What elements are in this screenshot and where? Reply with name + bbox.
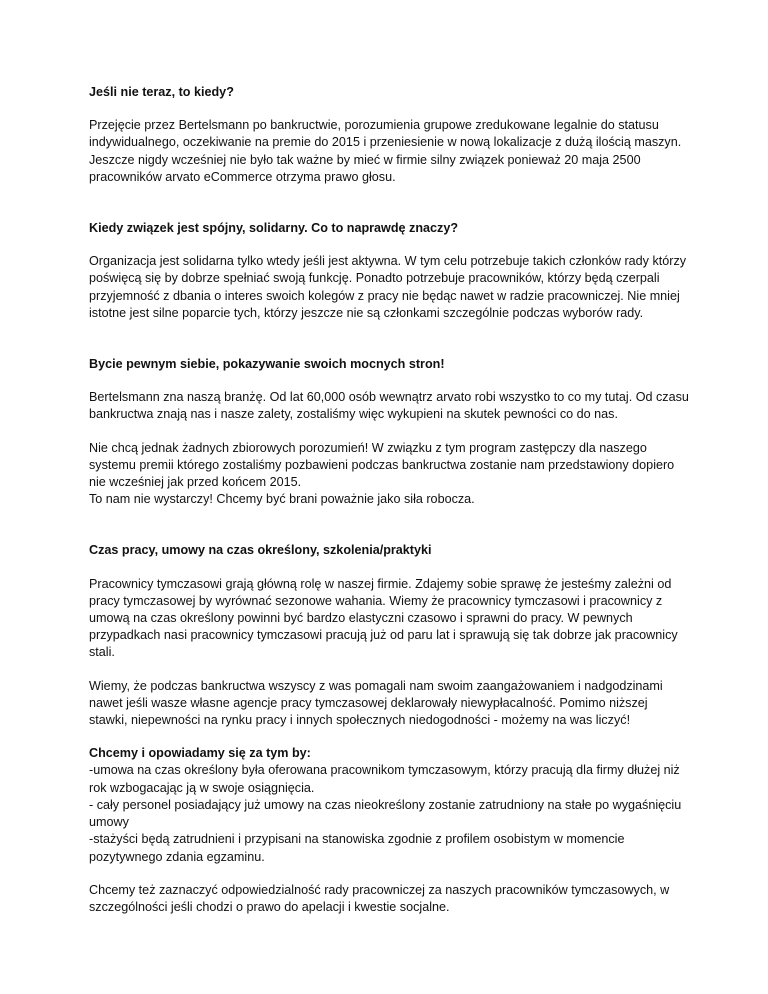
list-item: -umowa na czas określony była oferowana pracownikom tymczasowym, którzy pracują dla firmy dłużej niż rok wzbogacając ją w swoje osiągnięcia. (89, 763, 680, 795)
paragraph: Organizacja jest solidarna tylko wtedy jeśli jest aktywna. W tym celu potrzebuje takich członków rady którzy poświęcą się by dobrze spełniać swoją funkcję. Ponadto potrzebuje pracowników, którzy będą czerpali przyjemność z dbania o interes swoich kolegów z pracy nie będąc nawet w radzie pracowniczej. Nie mniej istotne jest silne poparcie tych, którzy jeszcze nie są członkami szczególnie podczas wyborów rady. (89, 254, 687, 320)
section-heading: Kiedy związek jest spójny, solidarny. Co to naprawdę znaczy? (89, 221, 459, 236)
demands-list (89, 762, 689, 865)
closing-paragraph: Chcemy też zaznaczyć odpowiedzialność rady pracowniczej za naszych pracowników tymczasowych, w szczególności jeśli chodzi o prawo do apelacji i kwestie socjalne. (89, 882, 670, 914)
list-item: -stażyści będą zatrudnieni i przypisani na stanowiska zgodnie z profilem osobistym w momencie pozytywnego zdania egzaminu. (89, 832, 625, 864)
paragraph: Wiemy, że podczas bankructwa wszyscy z was pomagali nam swoim zaangażowaniem i nadgodzinami nawet jeśli wasze własne agencje pracy tymczasowej deklarowały niewypłacalność. Pomimo niższej stawki, niepewności na rynku pracy i innych społecznych niedogodności - możemy na was liczyć! (89, 678, 663, 728)
paragraph: Pracownicy tymczasowi grają główną rolę w naszej firmie. Zdajemy sobie sprawę że jesteśmy zależni od pracy tymczasowej by wyrównać sezonowe wahania. Wiemy że pracownicy tymczasowi i pracownicy z umową na czas określony powinni być bardzo elastyczni czasowo i sprawni do pracy. W pewnych przypadkach nasi pracownicy tymczasowi pracują już od paru lat i sprawują się tak dobrze jak pracownicy stali. (89, 576, 678, 660)
list-item: - cały personel posiadający już umowy na czas nieokreślony zostanie zatrudniony na stałe po wygaśnięciu umowy (89, 797, 682, 830)
section-heading: Jeśli nie teraz, to kiedy? (89, 85, 234, 99)
section-heading: Czas pracy, umowy na czas określony, szkolenia/praktyki (89, 543, 432, 558)
paragraph: Bertelsmann zna naszą branżę. Od lat 60,000 osób wewnątrz arvato robi wszystko to co my tutaj. Od czasu bankructwa znają nas i nasze zalety, zostaliśmy więc wykupieni na skutek pewności co do nas. (89, 390, 689, 422)
paragraph: Przejęcie przez Bertelsmann po bankructwie, porozumienia grupowe zredukowane legalnie do statusu indywidualnego, oczekiwanie na premie do 2015 i przeniesienie w nową lokalizacje z dużą ilością maszyn. Jeszcze nigdy wcześniej nie było tak ważne by mieć w firmie silny związek ponieważ 20 maja 2500 pracowników arvato eCommerce otrzyma prawo głosu. (89, 118, 682, 184)
paragraph: To nam nie wystarczy! Chcemy być brani poważnie jako siła robocza. (89, 492, 475, 507)
section-heading: Bycie pewnym siebie, pokazywanie swoich mocnych stron! (89, 357, 445, 372)
paragraph: Nie chcą jednak żadnych zbiorowych porozumień! W związku z tym program zastępczy dla naszego systemu premii którego zostaliśmy pozbawieni podczas bankructwa zostanie nam przedstawiony dopiero nie wcześniej jak przed końcem 2015. (89, 440, 675, 490)
list-heading: Chcemy i opowiadamy się za tym by: (89, 746, 311, 761)
document-page (89, 84, 689, 916)
